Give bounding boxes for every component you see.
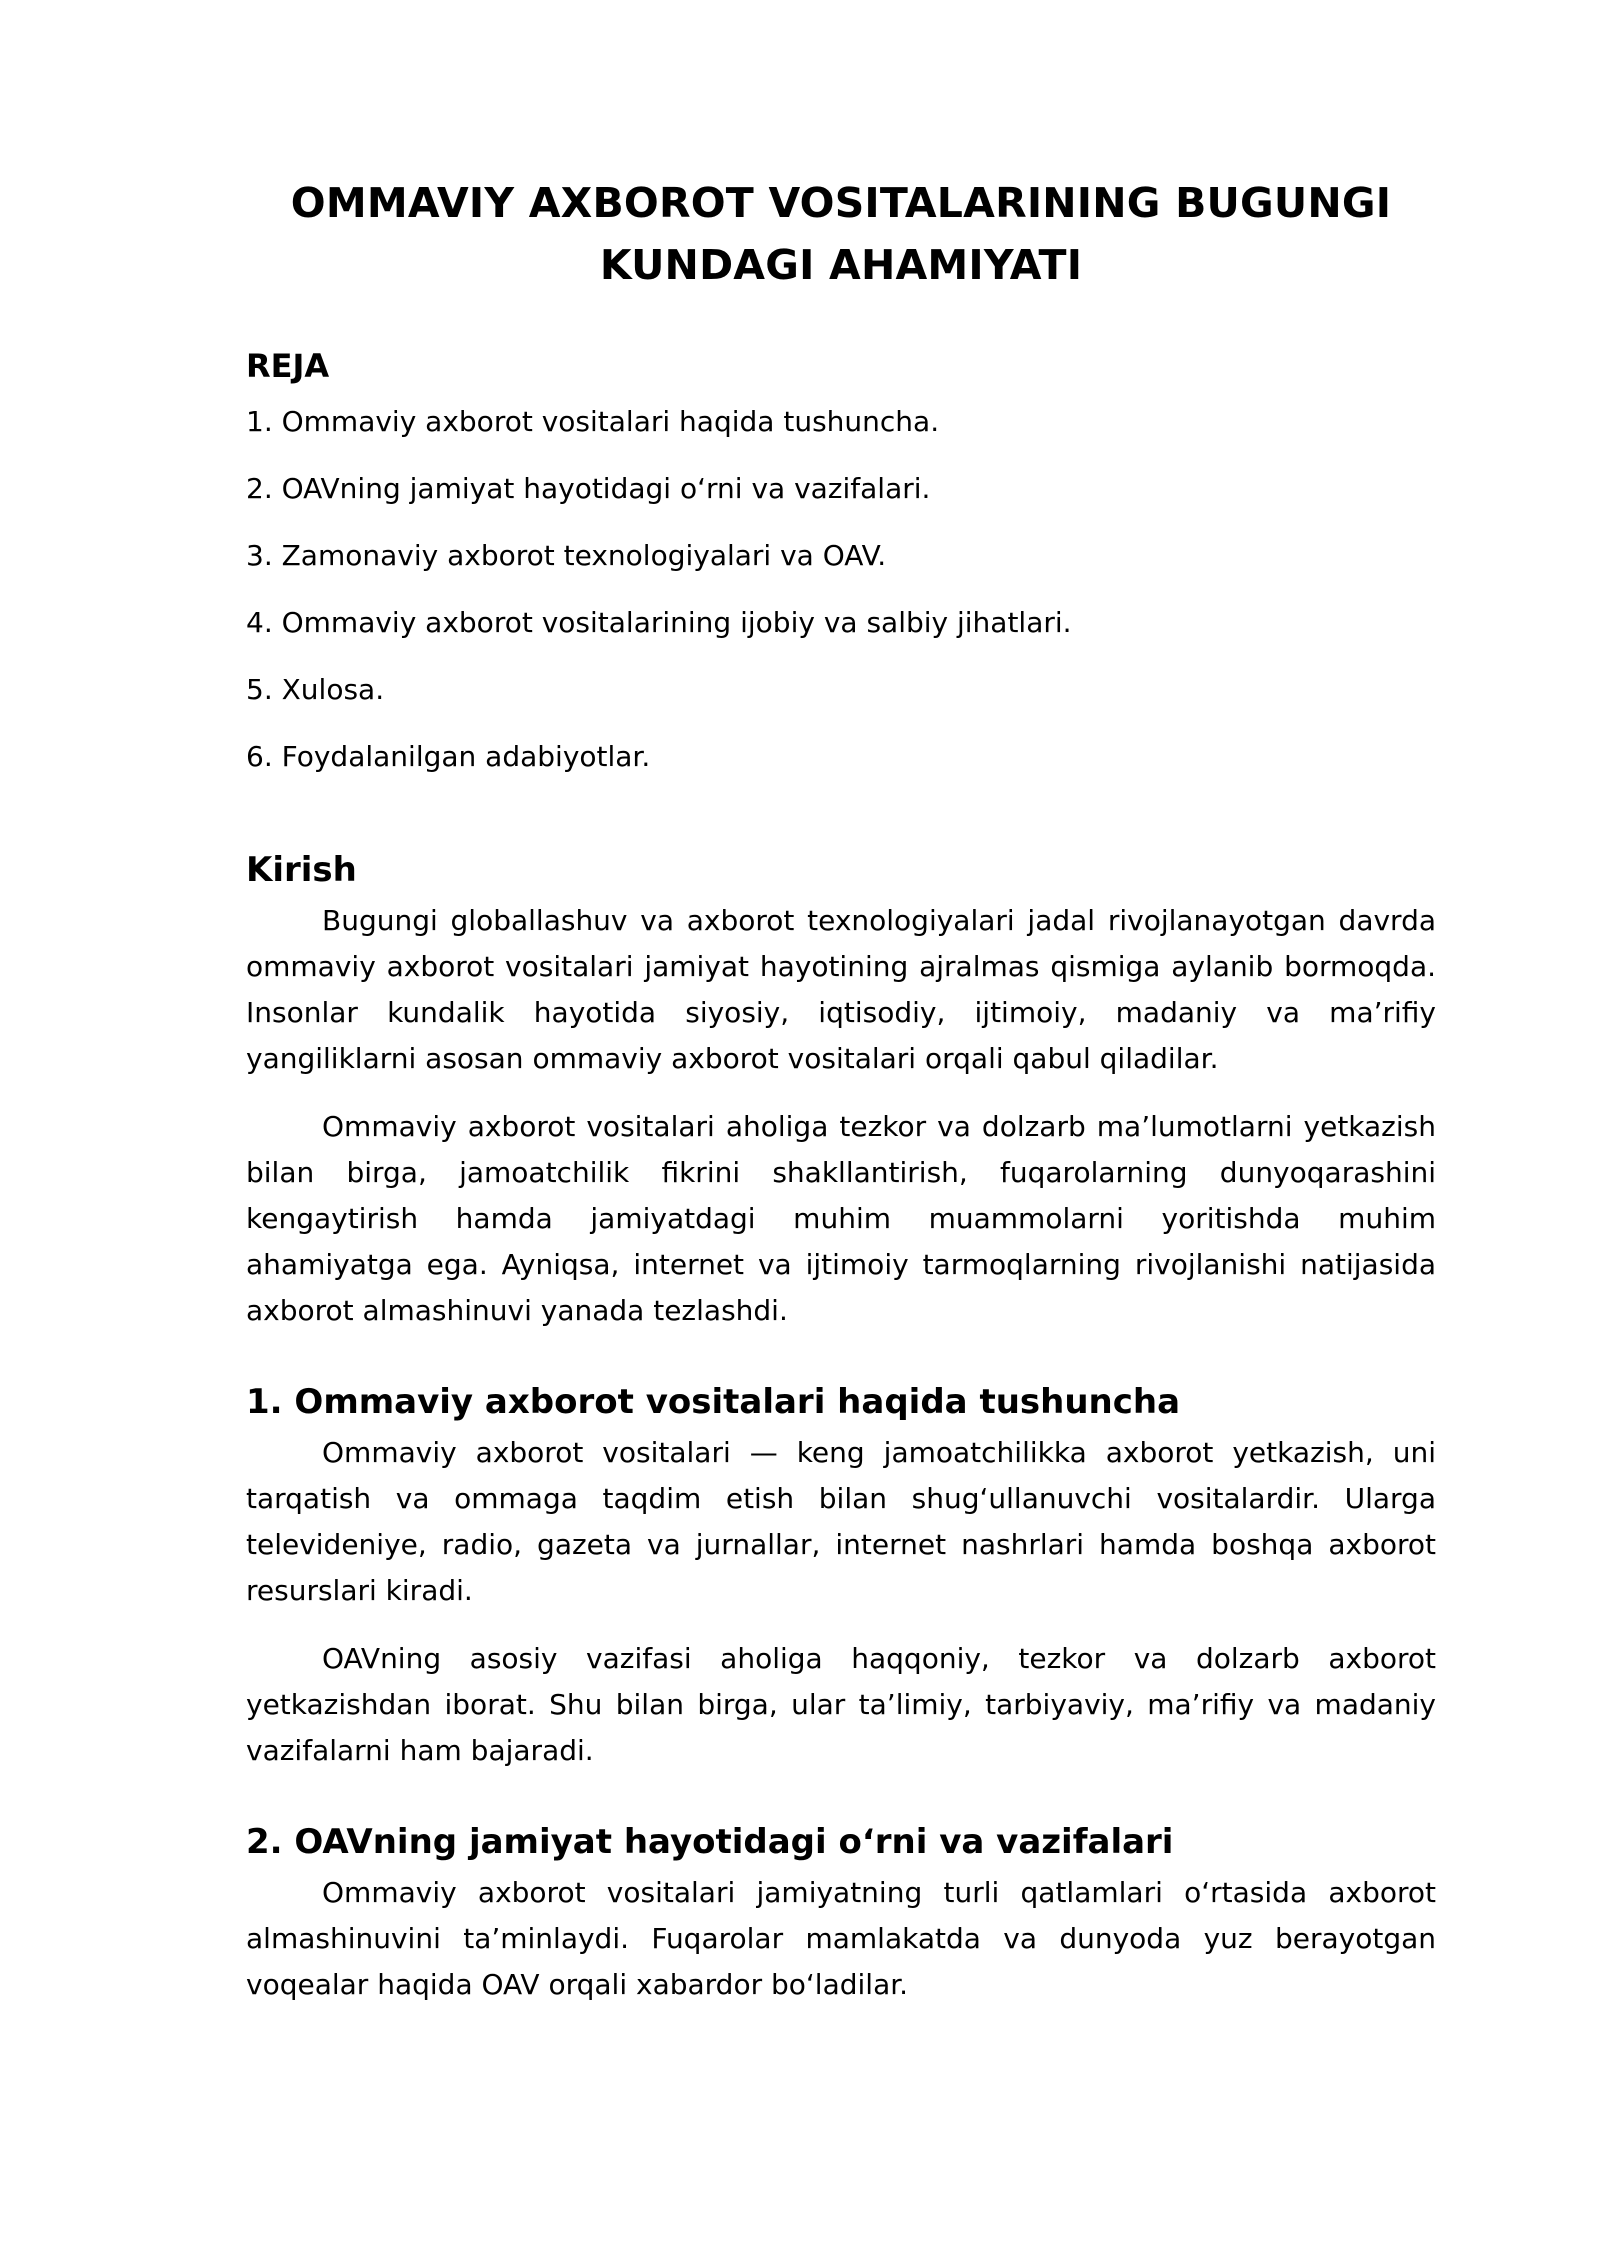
section-role	[246, 1820, 1436, 2008]
plan-item: 3. Zamonaviy axborot texnologiyalari va OAV.	[246, 539, 887, 572]
paragraph: Bugungi globallashuv va axborot texnologiyalari jadal rivojlanayotgan davrda ommaviy axborot vositalari jamiyat hayotining ajralmas qismiga aylanib bormoqda. Insonlar kundalik hayotida siyosiy, iqtisodiy, ijtimoiy, madaniy va ma’rifiy yangiliklarni asosan ommaviy axborot vositalari orqali qabul qiladilar.	[246, 904, 1436, 1075]
paragraph: Ommaviy axborot vositalari — keng jamoatchilikka axborot yetkazish, uni tarqatish va ommaga taqdim etish bilan shug‘ullanuvchi vositalardir. Ularga televideniye, radio, gazeta va jurnallar, internet nashrlari hamda boshqa axborot resurslari kiradi.	[246, 1436, 1436, 1607]
plan-item: 2. OAVning jamiyat hayotidagi o‘rni va vazifalari.	[246, 472, 931, 505]
plan-heading: REJA	[246, 347, 330, 385]
plan-item: 4. Ommaviy axborot vositalarining ijobiy va salbiy jihatlari.	[246, 606, 1072, 639]
paragraph: OAVning asosiy vazifasi aholiga haqqoniy, tezkor va dolzarb axborot yetkazishdan iborat. Shu bilan birga, ular ta’limiy, tarbiyaviy, ma’rifiy va madaniy vazifalarni ham bajaradi.	[246, 1642, 1436, 1767]
plan-list	[246, 402, 1436, 777]
paragraph: Ommaviy axborot vositalari aholiga tezkor va dolzarb ma’lumotlarni yetkazish bilan birga, jamoatchilik fikrini shakllantirish, fuqarolarning dunyoqarashini kengaytirish hamda jamiyatdagi muhim muammolarni yoritishda muhim ahamiyatga ega. Ayniqsa, internet va ijtimoiy tarmoqlarning rivojlanishi natijasida axborot almashinuvi yanada tezlashdi.	[246, 1110, 1436, 1327]
section-heading: Kirish	[246, 850, 357, 890]
section-heading: 1. Ommaviy axborot vositalari haqida tushuncha	[246, 1382, 1181, 1422]
plan-item: 6. Foydalanilgan adabiyotlar.	[246, 740, 651, 773]
plan-item: 1. Ommaviy axborot vositalari haqida tushuncha.	[246, 405, 940, 438]
paragraph: Ommaviy axborot vositalari jamiyatning turli qatlamlari o‘rtasida axborot almashinuvini ta’minlaydi. Fuqarolar mamlakatda va dunyoda yuz berayotgan voqealar haqida OAV orqali xabardor bo‘ladilar.	[246, 1876, 1436, 2001]
section-intro	[246, 848, 1436, 1334]
section-concept	[246, 1380, 1436, 1774]
document-title: OMMAVIY AXBOROT VOSITALARINING BUGUNGI KUNDAGI AHAMIYATI	[290, 179, 1392, 289]
section-heading: 2. OAVning jamiyat hayotidagi o‘rni va vazifalari	[246, 1822, 1174, 1862]
plan-item: 5. Xulosa.	[246, 673, 385, 706]
